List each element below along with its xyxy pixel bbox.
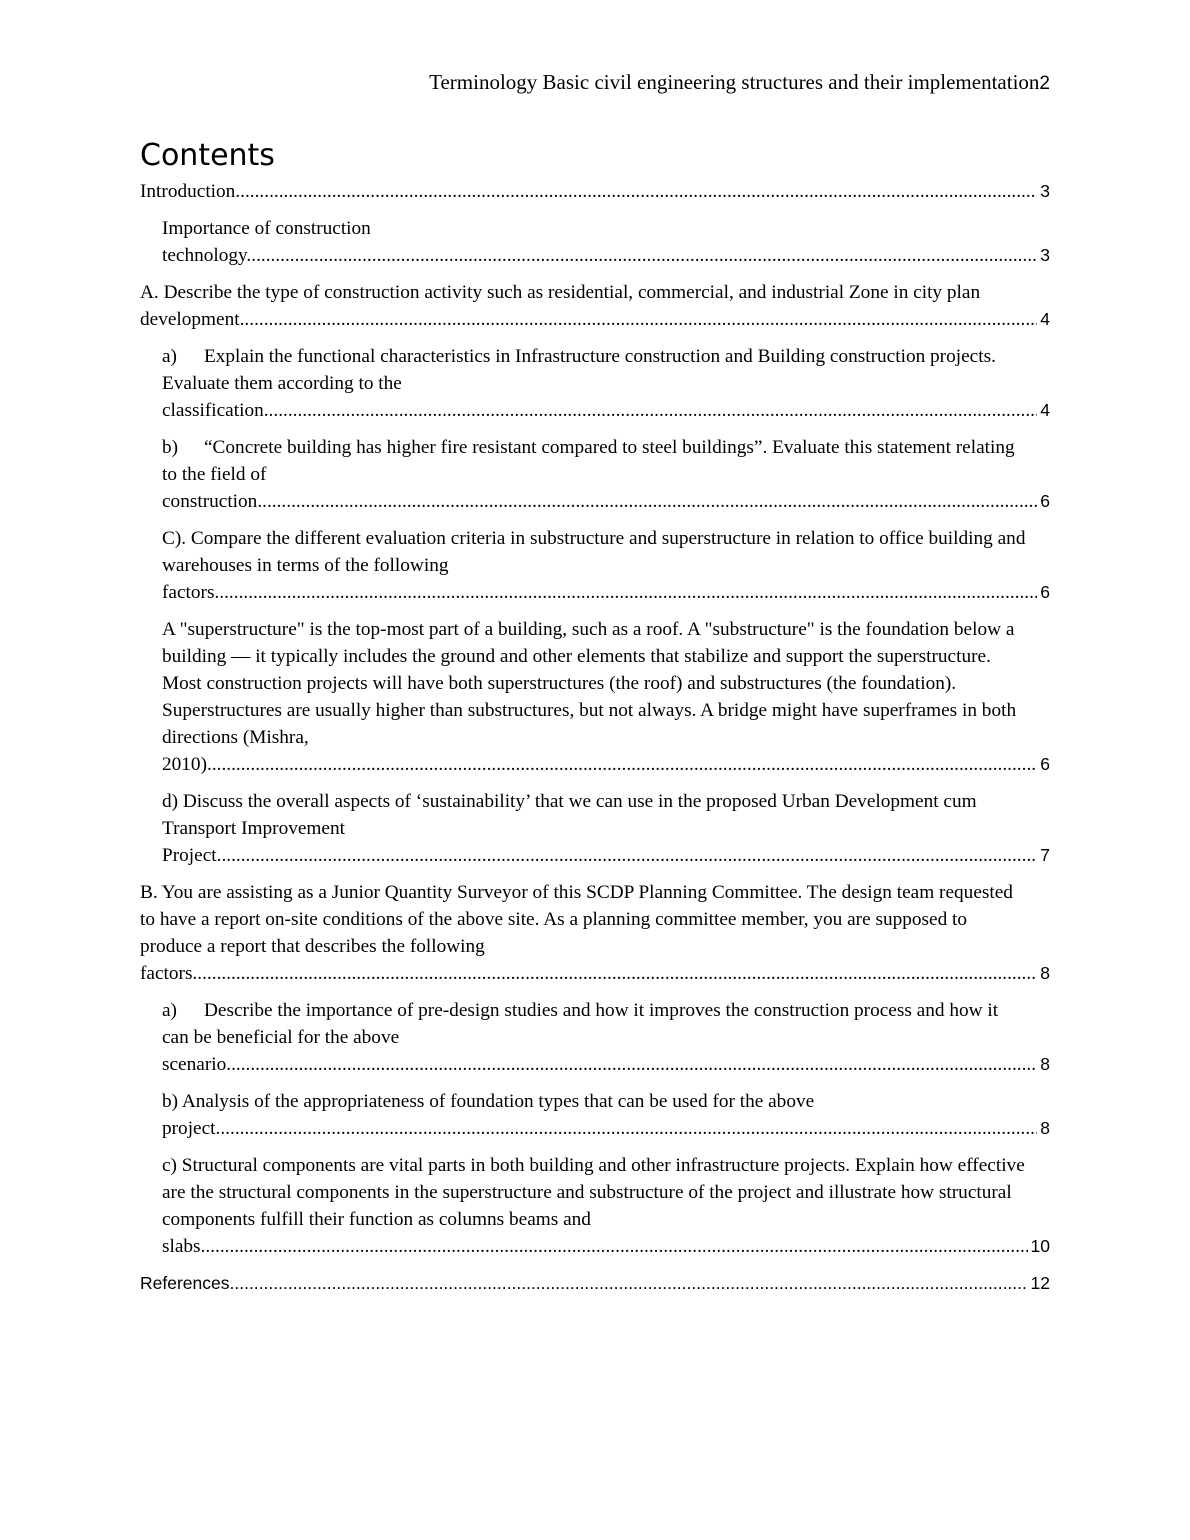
toc-entry-text: Introduction ..... (140, 181, 1050, 202)
toc-entry[interactable] (162, 434, 1050, 515)
table-of-contents (140, 178, 1050, 1307)
toc-entry-text: c) Structural components are vital parts in both building and other infrastructure projects. Explain how effective are the structural components in the superstructure and substructure of the project and illustrate how structural components fulfill their function as columns beams and slabs. ..... (162, 1155, 1050, 1257)
toc-page-number: 8 (1037, 960, 1050, 987)
toc-entry[interactable] (162, 343, 1050, 424)
toc-page-number: 12 (1028, 1270, 1050, 1297)
toc-entry-text: A "superstructure" is the top-most part of a building, such as a roof. A "substructure" is the foundation below a building — it typically includes the ground and other elements that stabilize and support the superstructure. Most construction projects will have both superstructures (the roof) and substructures (the foundation). Superstructures are usually higher than substructures, but not always. A bridge might have superframes in both directions (Mishra, 2010). ..... (162, 619, 1050, 775)
toc-entry[interactable] (140, 279, 1050, 333)
toc-entry-text: d) Discuss the overall aspects of ‘sustainability’ that we can use in the proposed Urban Development cum Transport Improvement Project ..... (162, 791, 1050, 866)
toc-entry-label: b) (162, 437, 179, 458)
toc-entry[interactable] (162, 616, 1050, 778)
toc-page-number: 6 (1037, 751, 1050, 778)
toc-page-number: 10 (1028, 1233, 1050, 1260)
header-page-number: 2 (1039, 73, 1050, 94)
page-header (429, 70, 1050, 95)
toc-entry[interactable] (162, 997, 1050, 1078)
toc-entry[interactable] (140, 879, 1050, 987)
toc-page-number: 4 (1037, 306, 1050, 333)
toc-entry-text: References ..... (140, 1273, 1050, 1293)
toc-entry-text: Explain the functional characteristics in Infrastructure construction and Building construction projects. Evaluate them according to the classification. ..... (162, 346, 1050, 421)
toc-entry-text: C). Compare the different evaluation criteria in substructure and superstructure in relation to office building and warehouses in terms of the following factors. ..... (162, 528, 1050, 603)
toc-entry[interactable] (140, 1270, 1050, 1297)
toc-entry-text: Describe the importance of pre-design studies and how it improves the construction process and how it can be beneficial for the above scenario ..... (162, 1000, 1050, 1075)
toc-entry-label: a) (162, 346, 177, 367)
toc-entry[interactable] (162, 1152, 1050, 1260)
toc-page-number: 8 (1037, 1051, 1050, 1078)
toc-entry[interactable] (162, 1088, 1050, 1142)
toc-page-number: 8 (1037, 1115, 1050, 1142)
toc-entry-text: Importance of construction technology ..... (162, 218, 1050, 266)
toc-entry[interactable] (162, 788, 1050, 869)
toc-entry-label: a) (162, 1000, 177, 1021)
toc-page-number: 7 (1037, 842, 1050, 869)
toc-page-number: 6 (1037, 488, 1050, 515)
header-title: Terminology Basic civil engineering structures and their implementation (429, 70, 1040, 94)
toc-page-number: 3 (1037, 178, 1050, 205)
toc-page-number: 6 (1037, 579, 1050, 606)
toc-page-number: 3 (1037, 242, 1050, 269)
toc-entry-text: b) Analysis of the appropriateness of foundation types that can be used for the above project. ..... (162, 1091, 1050, 1139)
toc-entry-text: B. You are assisting as a Junior Quantity Surveyor of this SCDP Planning Committee. The design team requested to have a report on-site conditions of the above site. As a planning committee member, you are supposed to produce a report that describes the following factors. ..... (140, 882, 1050, 984)
toc-entry[interactable] (140, 178, 1050, 205)
toc-entry[interactable] (162, 525, 1050, 606)
contents-heading: Contents (140, 138, 275, 173)
toc-entry[interactable] (162, 215, 1050, 269)
toc-entry-text: A. Describe the type of construction activity such as residential, commercial, and industrial Zone in city plan development. ..... (140, 282, 1050, 330)
toc-entry-text: “Concrete building has higher fire resistant compared to steel buildings”. Evaluate this statement relating to the field of construction ..... (162, 437, 1050, 512)
toc-page-number: 4 (1037, 397, 1050, 424)
